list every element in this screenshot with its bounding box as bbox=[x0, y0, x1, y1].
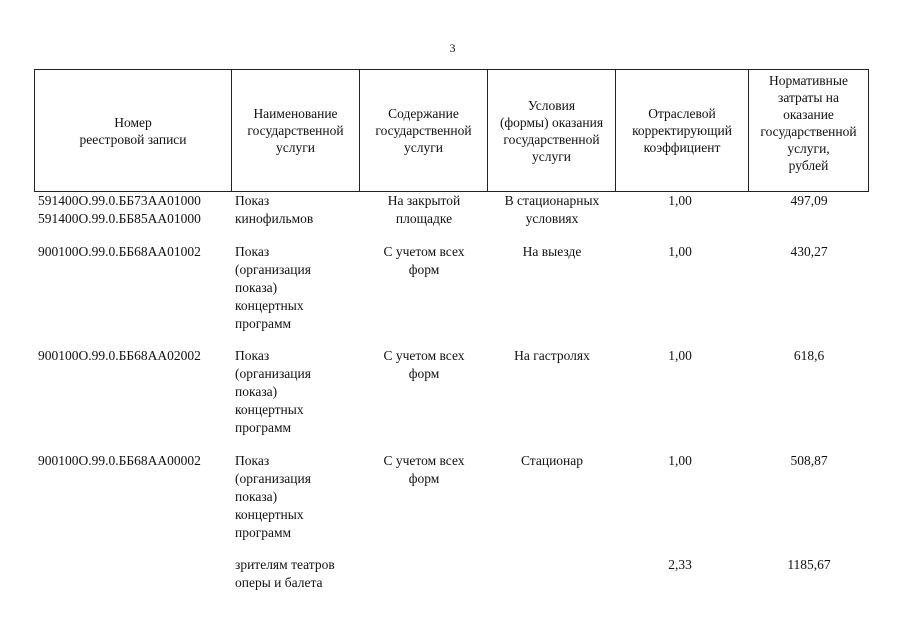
register-number-cell: 900100О.99.0.ББ68АА00002 bbox=[38, 453, 201, 468]
service-content-cell: С учетом всех форм bbox=[383, 244, 465, 277]
header-row bbox=[35, 70, 869, 192]
coefficient-cell: 1,00 bbox=[668, 348, 692, 363]
table-header bbox=[34, 69, 869, 192]
service-name-cell: Показ (организация показа) концертных программ bbox=[235, 348, 311, 435]
register-number-cell: 900100О.99.0.ББ68АА02002 bbox=[38, 348, 201, 363]
service-name-cell: Показ (организация показа) концертных программ bbox=[235, 453, 311, 540]
header-service-name: Наименование государственной услуги bbox=[232, 70, 360, 192]
header-normative-cost: Нормативные затраты на оказание государственной услуги, рублей bbox=[749, 70, 869, 192]
cost-cell: 508,87 bbox=[790, 453, 828, 468]
service-name-cell: Показ кинофильмов bbox=[235, 193, 314, 226]
register-number-cell: 591400О.99.0.ББ73АА01000 591400О.99.0.ББ85АА01000 bbox=[38, 193, 201, 226]
service-content-cell: С учетом всех форм bbox=[383, 453, 465, 486]
service-name-cell: зрителям театров оперы и балета bbox=[235, 557, 335, 590]
service-conditions-cell: На гастролях bbox=[514, 348, 590, 363]
coefficient-cell: 2,33 bbox=[668, 557, 692, 572]
service-name-cell: Показ (организация показа) концертных программ bbox=[235, 244, 311, 331]
cost-cell: 497,09 bbox=[790, 193, 828, 208]
service-conditions-cell: В стационарных условиях bbox=[504, 193, 600, 226]
service-content-cell: С учетом всех форм bbox=[383, 348, 465, 381]
cost-cell: 1185,67 bbox=[787, 557, 831, 572]
coefficient-cell: 1,00 bbox=[668, 193, 692, 208]
page-number: 3 bbox=[449, 41, 456, 55]
register-number-cell: 900100О.99.0.ББ68АА01002 bbox=[38, 244, 201, 259]
service-conditions-cell: На выезде bbox=[522, 244, 582, 259]
coefficient-cell: 1,00 bbox=[668, 244, 692, 259]
header-service-content: Содержание государственной услуги bbox=[360, 70, 488, 192]
header-register-number: Номер реестровой записи bbox=[35, 70, 232, 192]
header-correction-coefficient: Отраслевой корректирующий коэффициент bbox=[616, 70, 749, 192]
service-conditions-cell: Стационар bbox=[520, 453, 584, 468]
header-service-conditions: Условия (формы) оказания государственной услуги bbox=[488, 70, 616, 192]
service-content-cell: На закрытой площадке bbox=[387, 193, 461, 226]
coefficient-cell: 1,00 bbox=[668, 453, 692, 468]
cost-cell: 618,6 bbox=[793, 348, 825, 363]
cost-cell: 430,27 bbox=[790, 244, 828, 259]
